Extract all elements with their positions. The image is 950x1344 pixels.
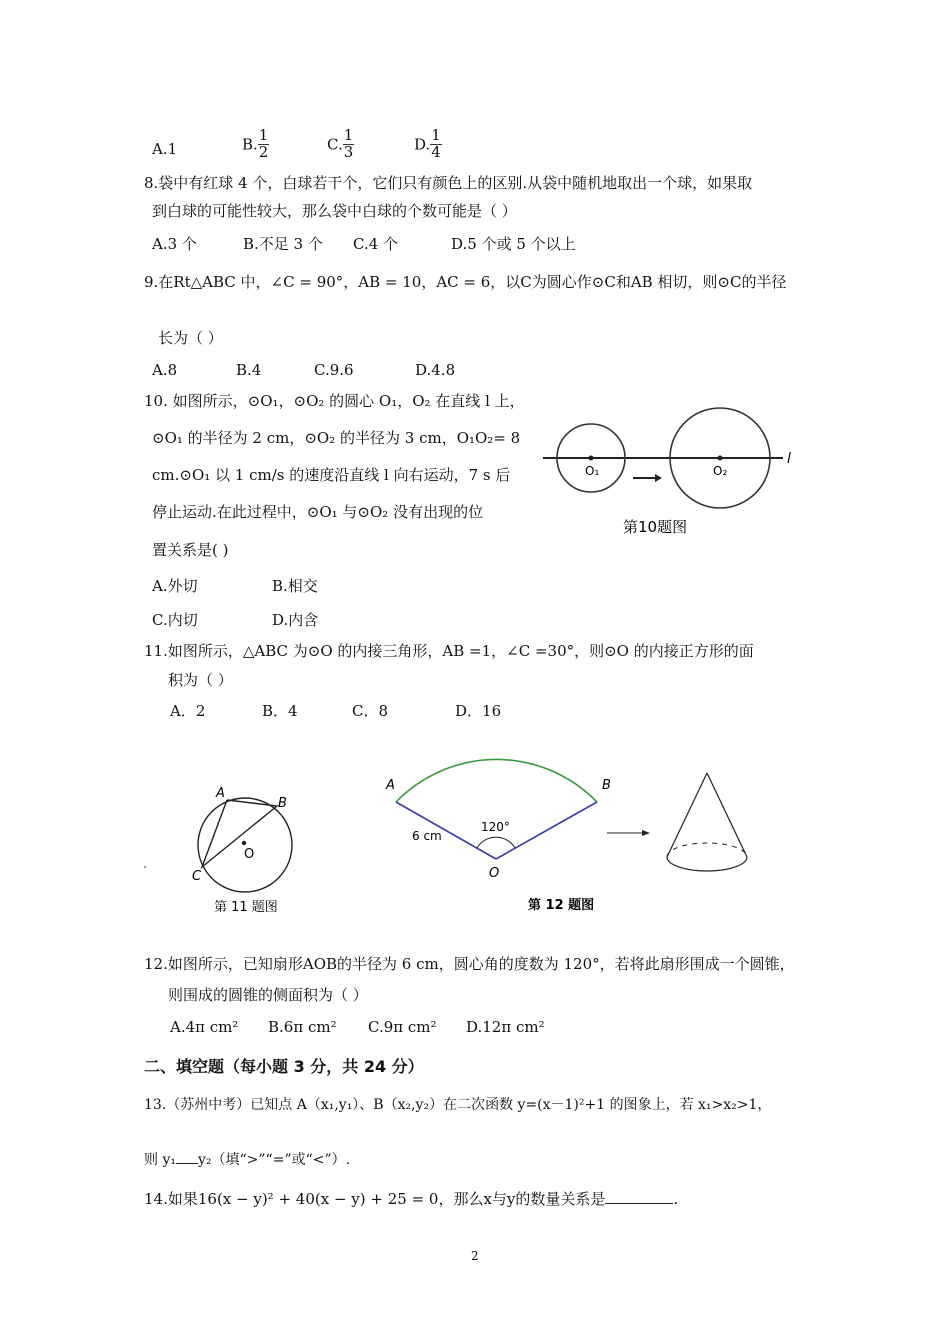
q9-option-b: B.4 <box>236 361 262 379</box>
motion-arrow-head-icon <box>655 474 662 482</box>
fraction-numerator: 1 <box>431 126 441 144</box>
label-a: A <box>386 778 395 793</box>
q8-option-b: B.不足 3 个 <box>243 235 323 253</box>
q11-line-1: 11.如图所示，△ABC 为⊙O 的内接三角形，AB =1，∠C =30°，则⊙O 的内接正方形的面 <box>144 642 754 660</box>
label-c: C <box>192 869 202 884</box>
label-o: O <box>244 847 255 862</box>
q11-option-d: D．16 <box>455 702 502 720</box>
label-o: O <box>489 866 500 881</box>
q11-caption: 第 11 题图 <box>214 900 278 915</box>
q14-end: . <box>673 1190 679 1208</box>
q12-option-d: D.12π cm² <box>466 1018 545 1036</box>
q13-line-2-post: y₂（填“>”“=”或“<”）. <box>197 1152 351 1168</box>
q12-caption: 第 12 题图 <box>528 898 595 913</box>
label-o1: O₁ <box>585 464 600 478</box>
label-a: A <box>216 786 225 801</box>
q10-option-b: B.相交 <box>272 577 318 595</box>
sector-radius-ob <box>496 802 597 859</box>
q12-option-b: B.6π cm² <box>268 1018 337 1036</box>
q9-line-2: 长为（ ） <box>158 329 223 347</box>
label-l: l <box>787 451 791 467</box>
q10-option-c: C.内切 <box>152 611 198 629</box>
q7-option-a-label: A. <box>152 140 168 158</box>
fraction-denominator: 2 <box>258 142 269 161</box>
q7-option-c <box>327 128 354 161</box>
q7-option-d-label: D. <box>414 135 431 154</box>
section-2-title: 二、填空题（每小题 3 分，共 24 分） <box>144 1057 424 1076</box>
angle-arc <box>477 837 515 848</box>
stray-dot <box>144 866 147 869</box>
q9-option-a: A.8 <box>152 361 178 379</box>
q8-option-d: D.5 个或 5 个以上 <box>451 235 576 253</box>
q11-option-c: C．8 <box>352 702 389 720</box>
q12-figure <box>380 735 760 920</box>
q10-figure <box>535 395 805 545</box>
label-radius: 6 cm <box>412 829 442 843</box>
q10-line-2: ⊙O₁ 的半径为 2 cm，⊙O₂ 的半径为 3 cm，O₁O₂= 8 <box>152 429 521 447</box>
q10-option-a: A.外切 <box>152 577 198 595</box>
page-number: 2 <box>471 1249 479 1263</box>
q13-line-1: 13.（苏州中考）已知点 A（x₁,y₁）、B（x₂,y₂）在二次函数 y=(x－1)²+1 的图象上，若 x₁>x₂>1， <box>144 1097 772 1113</box>
q10-caption: 第10题图 <box>623 518 688 536</box>
q10-line-5: 置关系是( ) <box>152 541 229 559</box>
q13-blank[interactable] <box>176 1151 198 1164</box>
center-o2-dot <box>718 456 723 461</box>
q7-option-c-label: C. <box>327 135 343 154</box>
q9-option-d: D.4.8 <box>415 361 456 379</box>
q7-option-b-fraction <box>258 128 270 161</box>
center-o1-dot <box>589 456 594 461</box>
fraction-numerator: 1 <box>258 126 269 144</box>
q7-option-b <box>242 128 269 161</box>
center-o-dot <box>242 841 246 845</box>
q12-line-1: 12.如图所示，已知扇形AOB的半径为 6 cm，圆心角的度数为 120°，若将此扇形围成一个圆锥， <box>144 955 795 973</box>
transform-arrow-head-icon <box>642 830 650 836</box>
q7-option-a-value: 1 <box>167 140 178 158</box>
fraction-numerator: 1 <box>343 126 354 144</box>
label-o2: O₂ <box>713 464 728 478</box>
q12-option-c: C.9π cm² <box>368 1018 437 1036</box>
q8-line-2: 到白球的可能性较大，那么袋中白球的个数可能是（ ） <box>152 202 517 220</box>
q14-text: 14.如果16(x − y)² + 40(x − y) + 25 = 0，那么x与y的数量关系是 <box>144 1190 606 1208</box>
q9-line-1: 9.在Rt△ABC 中，∠C = 90°，AB = 10，AC = 6，以C为圆心作⊙C和AB 相切，则⊙C的半径 <box>144 273 787 291</box>
q8-option-a: A.3 个 <box>152 235 197 253</box>
q14-blank[interactable] <box>605 1191 673 1204</box>
q11-figure <box>140 775 320 920</box>
q11-option-a: A．2 <box>170 702 206 720</box>
label-b: B <box>278 796 287 811</box>
q10-line-1: 10. 如图所示，⊙O₁，⊙O₂ 的圆心 O₁，O₂ 在直线 l 上， <box>144 392 525 410</box>
label-angle: 120° <box>481 820 510 834</box>
q7-option-a <box>152 140 177 158</box>
q7-option-c-fraction <box>343 128 355 161</box>
q12-line-2: 则围成的圆锥的侧面积为（ ） <box>168 986 368 1004</box>
q11-option-b: B．4 <box>262 702 298 720</box>
fraction-denominator: 4 <box>431 142 441 161</box>
sector-arc <box>396 759 597 802</box>
q7-option-d-fraction <box>430 128 442 161</box>
q10-option-d: D.内含 <box>272 611 319 629</box>
q12-option-a: A.4π cm² <box>170 1018 239 1036</box>
circle-o <box>198 798 292 892</box>
q13-line-2 <box>144 1151 350 1169</box>
q10-line-4: 停止运动.在此过程中，⊙O₁ 与⊙O₂ 没有出现的位 <box>152 503 484 521</box>
q10-line-3: cm.⊙O₁ 以 1 cm/s 的速度沿直线 l 向右运动，7 s 后 <box>152 466 511 484</box>
q7-option-b-label: B. <box>242 135 258 154</box>
q13-line-2-pre: 则 y₁ <box>144 1152 176 1168</box>
label-b: B <box>602 778 611 793</box>
cone-icon <box>667 773 747 871</box>
q14-line <box>144 1190 678 1208</box>
q11-line-2: 积为（ ） <box>168 671 233 689</box>
q8-line-1: 8.袋中有红球 4 个，白球若干个，它们只有颜色上的区别.从袋中随机地取出一个球，如果取 <box>144 174 753 192</box>
q9-option-c: C.9.6 <box>314 361 354 379</box>
q7-option-d <box>414 128 442 161</box>
q8-option-c: C.4 个 <box>353 235 399 253</box>
fraction-denominator: 3 <box>343 142 354 161</box>
